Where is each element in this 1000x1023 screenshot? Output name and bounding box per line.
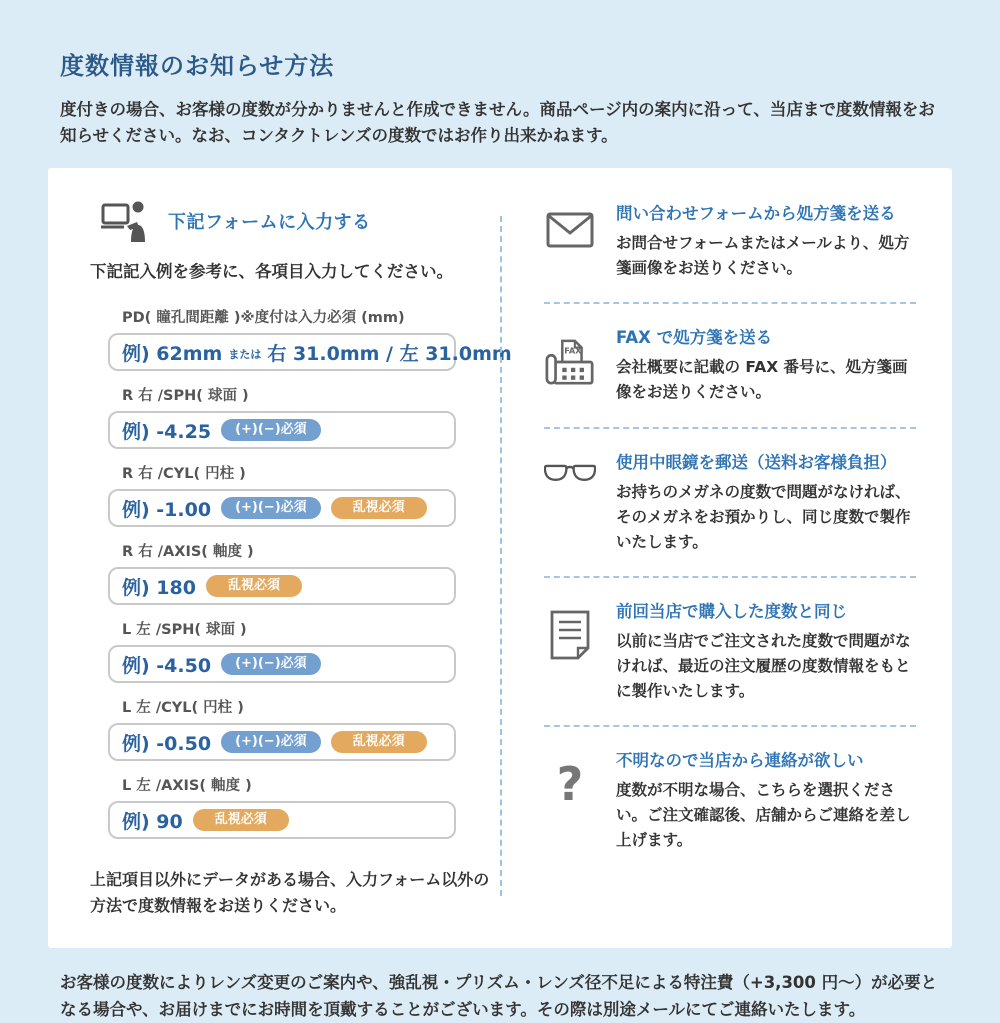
person-at-computer-icon: [100, 200, 152, 242]
form-note: 上記項目以外にデータがある場合、入力フォーム以外の方法で度数情報をお送りください。: [90, 870, 490, 915]
field-list: [108, 306, 512, 839]
form-column: [48, 194, 512, 918]
example-value: 例) -0.50: [122, 732, 212, 755]
form-heading: 下記フォームに入力する: [168, 212, 371, 234]
example-value: 例) 90: [122, 810, 183, 833]
dashed-separator: [544, 576, 916, 578]
example-value: 例) 62mm: [122, 342, 223, 365]
plus-minus-required-badge: (+)(−)必須: [221, 419, 321, 441]
method-title: 前回当店で購入した度数と同じ: [616, 601, 847, 621]
field-label-l-cyl: L 左 /CYL( 円柱 ): [122, 700, 244, 717]
method-body: お問合せフォームまたはメールより、処方箋画像をお送りください。: [616, 234, 910, 278]
plus-minus-required-badge: (+)(−)必須: [221, 731, 321, 753]
example-field-l-cyl: [108, 723, 456, 761]
methods-column: [502, 194, 952, 918]
method-text: [616, 200, 916, 281]
example-or-label: または: [228, 347, 262, 361]
form-instruction: 下記記入例を参考に、各項目入力してください。: [90, 262, 453, 282]
question-icon: [544, 747, 596, 853]
document-icon: [544, 598, 596, 704]
example-value: 例) -1.00: [122, 498, 212, 521]
page-title: 度数情報のお知らせ方法: [60, 52, 335, 80]
method-previous-order: [544, 598, 916, 704]
dashed-separator: [544, 427, 916, 429]
method-title: 問い合わせフォームから処方箋を送る: [616, 204, 896, 224]
example-value: 例) -4.50: [122, 654, 212, 677]
method-body: 度数が不明な場合、こちらを選択ください。ご注文確認後、店舗からご連絡を差し上げます。: [616, 781, 911, 850]
method-text: [616, 747, 916, 853]
method-fax: [544, 324, 916, 405]
astigmatism-required-badge: 乱視必須: [331, 731, 427, 753]
method-text: [616, 324, 916, 405]
question-glyph: ?: [556, 757, 584, 812]
fax-icon: [544, 324, 596, 405]
method-body: お持ちのメガネの度数で問題がなければ、そのメガネをお預かりし、同じ度数で製作いたします。: [616, 482, 911, 551]
astigmatism-required-badge: 乱視必須: [193, 809, 289, 831]
example-value-2: 右 31.0mm / 左 31.0mm: [267, 342, 512, 365]
method-text: [616, 449, 916, 555]
dashed-separator: [544, 302, 916, 304]
intro-text: 度付きの場合、お客様の度数が分かりませんと作成できません。商品ページ内の案内に沿って、当店まで度数情報をお知らせください。なお、コンタクトレンズの度数ではお作り出来かねます。: [60, 100, 935, 145]
envelope-icon: [544, 200, 596, 281]
glasses-icon: [544, 449, 596, 555]
method-title: 使用中眼鏡を郵送（送料お客様負担）: [616, 452, 897, 472]
example-field-r-axis: [108, 567, 456, 605]
method-contact-me: [544, 747, 916, 853]
method-body: 会社概要に記載の FAX 番号に、処方箋画像をお送りください。: [616, 358, 908, 402]
field-label-l-sph: L 左 /SPH( 球面 ): [122, 622, 247, 639]
plus-minus-required-badge: (+)(−)必須: [221, 653, 321, 675]
field-label-r-axis: R 右 /AXIS( 軸度 ): [122, 544, 254, 561]
example-field-l-axis: [108, 801, 456, 839]
field-label-l-axis: L 左 /AXIS( 軸度 ): [122, 778, 252, 795]
method-title: 不明なので当店から連絡が欲しい: [616, 751, 864, 771]
example-value: 例) 180: [122, 576, 196, 599]
method-title: FAX で処方箋を送る: [616, 328, 773, 348]
example-field-r-sph: [108, 411, 456, 449]
method-contact-form: [544, 200, 916, 281]
field-label-r-cyl: R 右 /CYL( 円柱 ): [122, 466, 246, 483]
method-body: 以前に当店でご注文された度数で問題がなければ、最近の注文履歴の度数情報をもとに製作いたします。: [616, 631, 911, 701]
form-header: [100, 200, 500, 242]
example-field-l-sph: [108, 645, 456, 683]
info-card: [48, 168, 952, 948]
plus-minus-required-badge: (+)(−)必須: [221, 497, 321, 519]
field-label-r-sph: R 右 /SPH( 球面 ): [122, 388, 249, 405]
astigmatism-required-badge: 乱視必須: [206, 575, 302, 597]
method-mail-glasses: [544, 449, 916, 555]
footer-note: お客様の度数によりレンズ変更のご案内や、強乱視・プリズム・レンズ径不足による特注費（+3,300 円〜）が必要となる場合や、お届けまでにお時間を頂戴することがございます。その際は別途メールにてご連絡いたします。: [60, 973, 938, 1019]
method-text: [616, 598, 916, 704]
example-field-r-cyl: [108, 489, 456, 527]
astigmatism-required-badge: 乱視必須: [331, 497, 427, 519]
example-value: 例) -4.25: [122, 420, 212, 443]
field-label-pd: PD( 瞳孔間距離 )※度付は入力必須 (mm): [122, 310, 405, 327]
example-field-pd: [108, 333, 512, 371]
dashed-separator: [544, 725, 916, 727]
fax-icon-label: FAX: [564, 345, 582, 356]
